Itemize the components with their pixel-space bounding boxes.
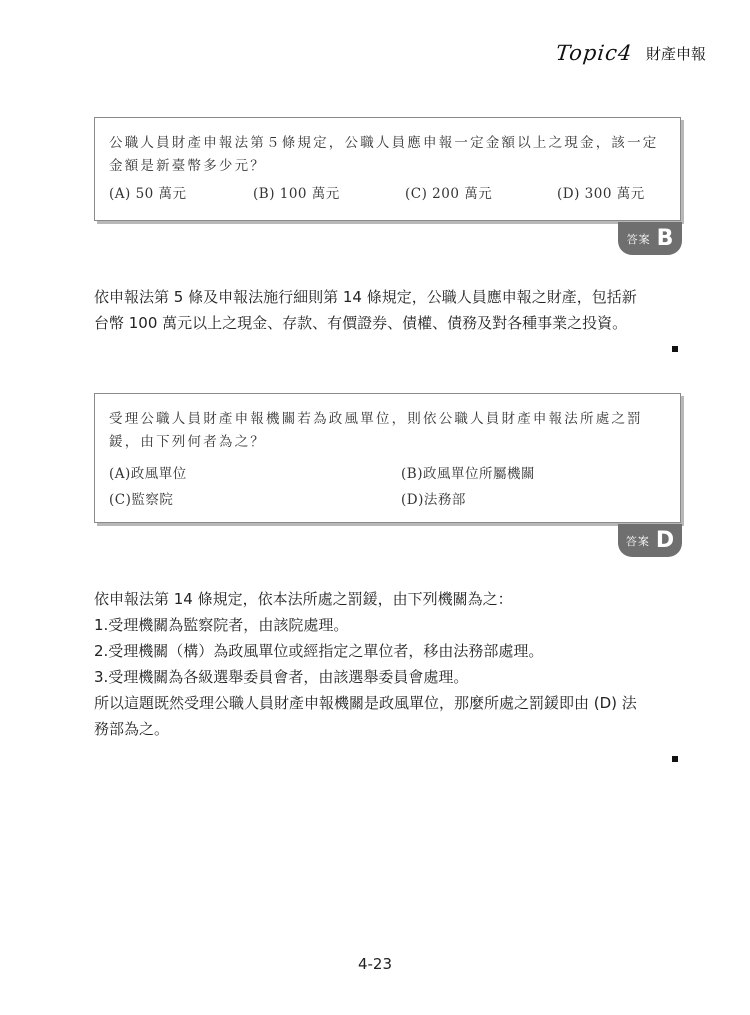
question-box-2 (94, 393, 681, 523)
explanation-1 (94, 284, 692, 336)
answer-tab-1 (618, 222, 682, 255)
question-box-1 (94, 117, 681, 221)
q1-option-c: (C) 200 萬元 (405, 186, 493, 202)
answer-letter-2: D (655, 528, 675, 553)
page-header (556, 38, 706, 68)
q2-option-a: (A)政風單位 (109, 466, 187, 482)
q2-option-b: (B)政風單位所屬機關 (401, 466, 535, 482)
page-number: 4-23 (357, 955, 393, 973)
explanation-2-line-1: 依申報法第 14 條規定，依本法所處之罰鍰，由下列機關為之： (94, 590, 513, 608)
end-mark-2 (672, 756, 678, 762)
q2-option-d: (D)法務部 (401, 492, 466, 508)
answer-letter-1: B (656, 226, 674, 251)
explanation-1-line-1: 依申報法第 5 條及申報法施行細則第 14 條規定，公職人員應申報之財產，包括新 (94, 288, 637, 306)
explanation-2-line-2: 1.受理機關為監察院者，由該院處理。 (94, 616, 349, 634)
topic-logo: Topic4 (554, 41, 634, 65)
question-text-2: 受理公職人員財產申報機關若為政風單位，則依公職人員財產申報法所處之罰鍰，由下列何者為之？ (109, 411, 643, 450)
explanation-2-line-4: 3.受理機關為各級選舉委員會者，由該選舉委員會處理。 (94, 668, 469, 686)
q1-option-a: (A) 50 萬元 (109, 186, 187, 202)
question-text-1: 公職人員財產申報法第５條規定，公職人員應申報一定金額以上之現金，該一定金額是新臺幣多少元？ (109, 135, 659, 174)
end-mark-1 (672, 346, 678, 352)
explanation-1-line-2: 台幣 100 萬元以上之現金、存款、有價證券、債權、債務及對各種事業之投資。 (94, 314, 628, 332)
explanation-2-line-5: 所以這題既然受理公職人員財產申報機關是政風單位，那麼所處之罰鍰即由 (D) 法 (94, 694, 637, 712)
q1-option-d: (D) 300 萬元 (557, 186, 645, 202)
answer-label-1: 答案 (626, 232, 651, 246)
answer-label-2: 答案 (625, 534, 650, 548)
explanation-2-line-6: 務部為之。 (94, 720, 170, 738)
answer-tab-2 (618, 524, 682, 557)
chapter-title: 財產申報 (645, 44, 706, 63)
q2-option-c: (C)監察院 (109, 492, 174, 508)
explanation-2 (94, 586, 692, 742)
explanation-2-line-3: 2.受理機關（構）為政風單位或經指定之單位者，移由法務部處理。 (94, 642, 544, 660)
q1-option-b: (B) 100 萬元 (253, 186, 340, 202)
